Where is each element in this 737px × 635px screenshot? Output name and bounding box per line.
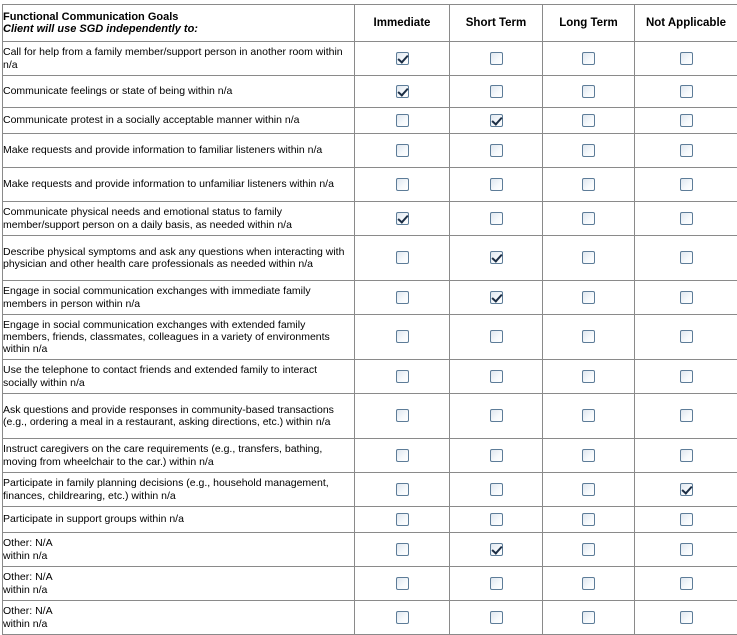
checkbox-cell-short-term [450,168,543,202]
checkbox-cell-short-term [450,533,543,567]
checkbox-cell-short-term [450,601,543,635]
checkbox-cell-not-applicable [635,394,737,439]
checkbox-cell-short-term [450,281,543,315]
checkbox-not-applicable[interactable] [680,577,693,590]
checkbox-short-term[interactable] [490,543,503,556]
goal-text: Engage in social communication exchanges with immediate family members in person within n/a [3,281,355,315]
checkbox-cell-immediate [355,507,450,533]
checkbox-cell-short-term [450,473,543,507]
checkbox-immediate[interactable] [396,370,409,383]
goal-row [3,134,737,168]
goal-row [3,42,737,76]
checkbox-not-applicable[interactable] [680,370,693,383]
goal-row [3,507,737,533]
checkbox-cell-immediate [355,134,450,168]
checkbox-immediate[interactable] [396,52,409,65]
checkbox-cell-long-term [543,533,635,567]
checkbox-cell-long-term [543,439,635,473]
checkbox-cell-short-term [450,76,543,108]
checkbox-immediate[interactable] [396,251,409,264]
goal-text: Instruct caregivers on the care requirements (e.g., transfers, bathing, moving from wheelchair to the car.) within n/a [3,439,355,473]
goal-row [3,360,737,394]
checkbox-cell-short-term [450,567,543,601]
checkbox-cell-immediate [355,168,450,202]
checkbox-not-applicable[interactable] [680,483,693,496]
checkbox-not-applicable[interactable] [680,251,693,264]
checkbox-cell-not-applicable [635,567,737,601]
column-header-immediate: Immediate [355,5,450,42]
goal-row [3,439,737,473]
checkbox-not-applicable[interactable] [680,85,693,98]
checkbox-short-term[interactable] [490,178,503,191]
goal-text: Communicate protest in a socially acceptable manner within n/a [3,108,355,134]
checkbox-cell-not-applicable [635,473,737,507]
checkbox-short-term[interactable] [490,370,503,383]
checkbox-cell-immediate [355,360,450,394]
checkbox-long-term[interactable] [582,52,595,65]
checkbox-cell-long-term [543,236,635,281]
checkbox-cell-long-term [543,394,635,439]
checkbox-immediate[interactable] [396,330,409,343]
goal-row [3,202,737,236]
checkbox-cell-not-applicable [635,168,737,202]
checkbox-cell-short-term [450,108,543,134]
goal-text: Describe physical symptoms and ask any questions when interacting with physician and other health care professionals as needed within n/a [3,236,355,281]
checkbox-cell-long-term [543,360,635,394]
checkbox-long-term[interactable] [582,212,595,225]
table-header-row [3,5,737,42]
checkbox-not-applicable[interactable] [680,52,693,65]
goal-row [3,473,737,507]
checkbox-immediate[interactable] [396,483,409,496]
checkbox-long-term[interactable] [582,291,595,304]
checkbox-immediate[interactable] [396,611,409,624]
checkbox-short-term[interactable] [490,114,503,127]
checkbox-long-term[interactable] [582,178,595,191]
checkbox-cell-not-applicable [635,533,737,567]
goal-row [3,281,737,315]
checkbox-not-applicable[interactable] [680,449,693,462]
checkbox-cell-short-term [450,394,543,439]
checkbox-cell-immediate [355,439,450,473]
checkbox-cell-immediate [355,315,450,360]
goal-text: Engage in social communication exchanges with extended family members, friends, classmates, colleagues in a variety of environments within n/a [3,315,355,360]
checkbox-long-term[interactable] [582,370,595,383]
checkbox-immediate[interactable] [396,449,409,462]
checkbox-cell-not-applicable [635,281,737,315]
goal-row [3,168,737,202]
goal-row [3,108,737,134]
checkbox-not-applicable[interactable] [680,543,693,556]
checkbox-long-term[interactable] [582,114,595,127]
functional-communication-goals-table [2,4,737,635]
checkbox-short-term[interactable] [490,212,503,225]
checkbox-short-term[interactable] [490,291,503,304]
checkbox-cell-immediate [355,76,450,108]
checkbox-long-term[interactable] [582,85,595,98]
checkbox-immediate[interactable] [396,291,409,304]
checkbox-not-applicable[interactable] [680,611,693,624]
goal-text: Call for help from a family member/support person in another room within n/a [3,42,355,76]
goal-text: Use the telephone to contact friends and extended family to interact socially within n/a [3,360,355,394]
checkbox-cell-short-term [450,134,543,168]
checkbox-cell-long-term [543,108,635,134]
goal-text: Other: N/A within n/a [3,533,355,567]
checkbox-not-applicable[interactable] [680,409,693,422]
checkbox-cell-immediate [355,394,450,439]
goals-subtitle: Client will use SGD independently to: [3,23,354,35]
checkbox-cell-long-term [543,567,635,601]
goal-text: Communicate feelings or state of being within n/a [3,76,355,108]
goal-text: Other: N/A within n/a [3,601,355,635]
checkbox-cell-long-term [543,168,635,202]
goal-text: Other: N/A within n/a [3,567,355,601]
goals-title: Functional Communication Goals [3,11,354,23]
checkbox-immediate[interactable] [396,543,409,556]
checkbox-cell-long-term [543,315,635,360]
goal-row [3,76,737,108]
checkbox-cell-short-term [450,315,543,360]
goal-row [3,315,737,360]
checkbox-not-applicable[interactable] [680,513,693,526]
checkbox-short-term[interactable] [490,85,503,98]
checkbox-cell-short-term [450,202,543,236]
checkbox-long-term[interactable] [582,449,595,462]
goal-text: Participate in family planning decisions (e.g., household management, finances, childrearing, etc.) within n/a [3,473,355,507]
checkbox-cell-long-term [543,473,635,507]
column-header-short-term: Short Term [450,5,543,42]
checkbox-not-applicable[interactable] [680,212,693,225]
checkbox-cell-not-applicable [635,315,737,360]
checkbox-short-term[interactable] [490,513,503,526]
goal-row [3,601,737,635]
checkbox-short-term[interactable] [490,577,503,590]
goal-text: Communicate physical needs and emotional status to family member/support person on a daily basis, as needed within n/a [3,202,355,236]
checkbox-cell-not-applicable [635,439,737,473]
goals-header-cell [3,5,355,42]
checkbox-long-term[interactable] [582,543,595,556]
checkbox-not-applicable[interactable] [680,291,693,304]
checkbox-cell-immediate [355,202,450,236]
checkbox-short-term[interactable] [490,409,503,422]
column-header-long-term: Long Term [543,5,635,42]
checkbox-cell-not-applicable [635,202,737,236]
checkbox-long-term[interactable] [582,409,595,422]
checkbox-cell-not-applicable [635,134,737,168]
checkbox-cell-short-term [450,507,543,533]
checkbox-not-applicable[interactable] [680,144,693,157]
checkbox-cell-long-term [543,281,635,315]
goal-text: Ask questions and provide responses in community-based transactions (e.g., ordering a meal in a restaurant, asking directions, etc.) within n/a [3,394,355,439]
checkbox-long-term[interactable] [582,577,595,590]
checkbox-cell-long-term [543,76,635,108]
checkbox-cell-long-term [543,507,635,533]
column-header-not-applicable: Not Applicable [635,5,737,42]
checkbox-cell-long-term [543,42,635,76]
checkbox-immediate[interactable] [396,144,409,157]
checkbox-long-term[interactable] [582,330,595,343]
checkbox-not-applicable[interactable] [680,178,693,191]
checkbox-short-term[interactable] [490,449,503,462]
checkbox-cell-immediate [355,473,450,507]
checkbox-immediate[interactable] [396,85,409,98]
checkbox-short-term[interactable] [490,52,503,65]
checkbox-cell-immediate [355,236,450,281]
checkbox-cell-long-term [543,601,635,635]
checkbox-long-term[interactable] [582,611,595,624]
checkbox-immediate[interactable] [396,513,409,526]
checkbox-immediate[interactable] [396,114,409,127]
checkbox-cell-long-term [543,202,635,236]
checkbox-cell-short-term [450,439,543,473]
checkbox-long-term[interactable] [582,483,595,496]
checkbox-not-applicable[interactable] [680,330,693,343]
goal-rows [3,42,737,635]
checkbox-cell-immediate [355,108,450,134]
checkbox-cell-short-term [450,360,543,394]
checkbox-long-term[interactable] [582,144,595,157]
checkbox-cell-not-applicable [635,236,737,281]
checkbox-cell-immediate [355,567,450,601]
checkbox-immediate[interactable] [396,178,409,191]
goal-row [3,394,737,439]
goal-text: Participate in support groups within n/a [3,507,355,533]
checkbox-cell-short-term [450,42,543,76]
checkbox-cell-not-applicable [635,108,737,134]
checkbox-short-term[interactable] [490,330,503,343]
checkbox-short-term[interactable] [490,611,503,624]
checkbox-cell-not-applicable [635,42,737,76]
checkbox-short-term[interactable] [490,251,503,264]
goal-text: Make requests and provide information to familiar listeners within n/a [3,134,355,168]
goal-row [3,533,737,567]
goal-row [3,567,737,601]
checkbox-cell-not-applicable [635,360,737,394]
checkbox-short-term[interactable] [490,483,503,496]
checkbox-cell-immediate [355,42,450,76]
checkbox-cell-long-term [543,134,635,168]
checkbox-immediate[interactable] [396,409,409,422]
checkbox-not-applicable[interactable] [680,114,693,127]
checkbox-short-term[interactable] [490,144,503,157]
checkbox-long-term[interactable] [582,513,595,526]
goal-text: Make requests and provide information to unfamiliar listeners within n/a [3,168,355,202]
checkbox-long-term[interactable] [582,251,595,264]
checkbox-immediate[interactable] [396,212,409,225]
checkbox-cell-short-term [450,236,543,281]
checkbox-cell-not-applicable [635,507,737,533]
checkbox-cell-immediate [355,533,450,567]
goal-row [3,236,737,281]
checkbox-cell-not-applicable [635,76,737,108]
checkbox-cell-immediate [355,281,450,315]
checkbox-cell-immediate [355,601,450,635]
checkbox-immediate[interactable] [396,577,409,590]
checkbox-cell-not-applicable [635,601,737,635]
